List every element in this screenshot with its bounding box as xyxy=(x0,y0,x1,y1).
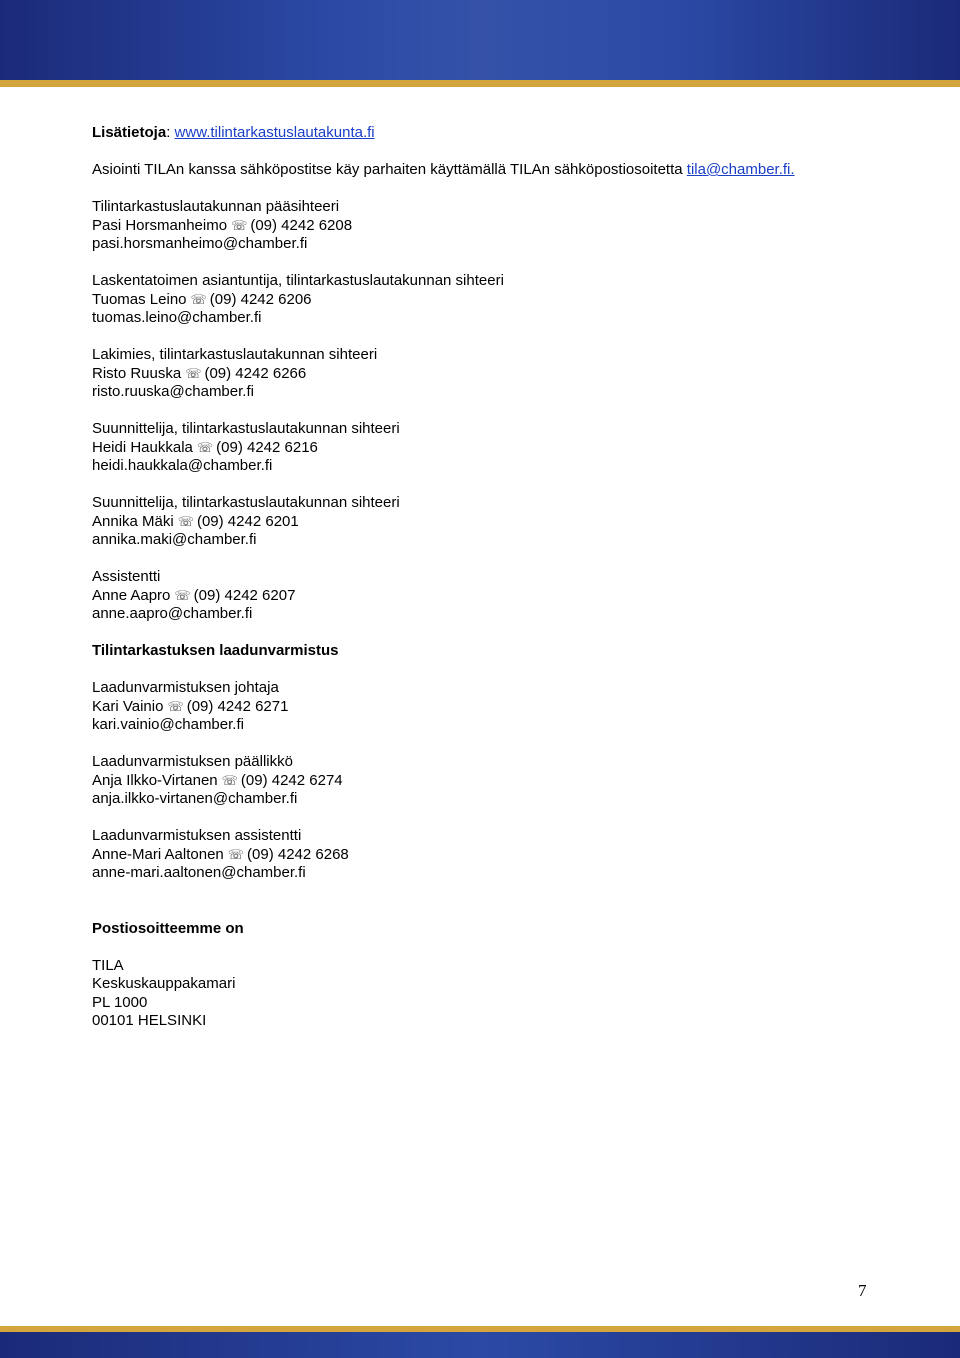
address-line: 00101 HELSINKI xyxy=(92,1012,207,1029)
contact-email[interactable]: anja.ilkko-virtanen@chamber.fi xyxy=(92,790,298,807)
contact-name-phone xyxy=(92,587,892,606)
contact-email[interactable]: heidi.haukkala@chamber.fi xyxy=(92,457,273,474)
phone-icon: ☏ xyxy=(196,439,214,455)
phone-icon: ☏ xyxy=(190,291,207,307)
phone-icon: ☏ xyxy=(227,846,245,862)
contact-role: Lakimies, tilintarkastuslautakunnan sihteeri xyxy=(92,346,378,363)
address-heading: Postiosoitteemme on xyxy=(92,919,244,937)
contact-role: Laadunvarmistuksen assistentti xyxy=(92,827,302,844)
contact-name: Anne Aapro xyxy=(92,586,171,604)
contact-name: Anne-Mari Aaltonen xyxy=(92,845,224,863)
contact-email-link[interactable]: tila@chamber.fi. xyxy=(686,161,795,178)
address-line: Keskuskauppakamari xyxy=(92,975,236,992)
contact-block xyxy=(92,568,892,642)
phone-icon: ☏ xyxy=(167,698,184,714)
address-line: TILA xyxy=(92,956,124,974)
contact-name: Kari Vainio xyxy=(92,697,164,715)
qa-heading: Tilintarkastuksen laadunvarmistus xyxy=(92,642,339,659)
page-number: 7 xyxy=(858,1281,867,1300)
contact-role: Laadunvarmistuksen johtaja xyxy=(92,679,279,696)
contact-email[interactable]: annika.maki@chamber.fi xyxy=(92,531,257,548)
contact-name: Annika Mäki xyxy=(92,512,174,530)
contact-phone: (09) 4242 6206 xyxy=(209,290,312,308)
contact-phone: (09) 4242 6216 xyxy=(216,438,318,456)
address-block xyxy=(92,957,892,1031)
contact-name-phone xyxy=(92,365,892,384)
contact-email[interactable]: tuomas.leino@chamber.fi xyxy=(92,309,262,326)
contact-block xyxy=(92,679,892,753)
contact-role: Laadunvarmistuksen päällikkö xyxy=(92,753,293,770)
contact-name: Tuomas Leino xyxy=(92,290,187,308)
contact-phone: (09) 4242 6201 xyxy=(196,512,299,530)
phone-icon: ☏ xyxy=(185,365,202,381)
contact-name-phone xyxy=(92,698,892,717)
contact-name-phone xyxy=(92,772,892,791)
contact-phone: (09) 4242 6208 xyxy=(250,216,353,234)
phone-icon: ☏ xyxy=(177,513,194,529)
contact-role: Suunnittelija, tilintarkastuslautakunnan sihteeri xyxy=(92,494,400,511)
phone-icon: ☏ xyxy=(221,772,238,788)
contact-phone: (09) 4242 6274 xyxy=(240,771,343,789)
contact-name-phone xyxy=(92,291,892,310)
contact-email[interactable]: pasi.horsmanheimo@chamber.fi xyxy=(92,235,308,252)
contact-block xyxy=(92,420,892,494)
contact-block xyxy=(92,827,892,901)
info-line: Lisätietoja: www.tilintarkastuslautakunta.fi xyxy=(92,124,375,141)
contact-name-phone xyxy=(92,513,892,532)
contact-phone: (09) 4242 6207 xyxy=(193,586,296,604)
contact-name-phone xyxy=(92,217,892,236)
header-band xyxy=(0,0,960,80)
phone-icon: ☏ xyxy=(231,217,248,233)
contact-text: Asiointi TILAn kanssa sähköpostitse käy parhaiten käyttämällä TILAn sähköpostiosoitetta xyxy=(92,161,687,178)
contact-role: Laskentatoimen asiantuntija, tilintarkastuslautakunnan sihteeri xyxy=(92,272,504,289)
contact-role: Suunnittelija, tilintarkastuslautakunnan sihteeri xyxy=(92,420,400,437)
contact-block xyxy=(92,753,892,827)
contact-block xyxy=(92,272,892,346)
contact-name: Heidi Haukkala xyxy=(92,438,193,456)
contact-phone: (09) 4242 6268 xyxy=(247,845,349,863)
contact-name-phone xyxy=(92,846,892,865)
contact-email[interactable]: anne-mari.aaltonen@chamber.fi xyxy=(92,864,306,881)
footer-band xyxy=(0,1332,960,1358)
contact-block xyxy=(92,346,892,420)
contact-phone: (09) 4242 6266 xyxy=(204,364,307,382)
contact-email[interactable]: anne.aapro@chamber.fi xyxy=(92,605,253,622)
board-contacts xyxy=(92,198,892,642)
contact-block xyxy=(92,494,892,568)
info-label: Lisätietoja xyxy=(92,124,167,141)
header-accent-line xyxy=(0,80,960,87)
contact-block xyxy=(92,198,892,272)
phone-icon: ☏ xyxy=(174,587,191,603)
contact-name: Risto Ruuska xyxy=(92,364,182,382)
contact-name: Pasi Horsmanheimo xyxy=(92,216,228,234)
contact-name: Anja Ilkko-Virtanen xyxy=(92,771,218,789)
qa-contacts xyxy=(92,679,892,901)
contact-instructions xyxy=(92,161,892,180)
contact-phone: (09) 4242 6271 xyxy=(186,697,289,715)
contact-email[interactable]: risto.ruuska@chamber.fi xyxy=(92,383,254,400)
contact-role: Assistentti xyxy=(92,568,161,585)
info-website-link[interactable]: www.tilintarkastuslautakunta.fi xyxy=(174,124,375,141)
contact-name-phone xyxy=(92,439,892,458)
contact-role: Tilintarkastuslautakunnan pääsihteeri xyxy=(92,198,340,215)
page-content xyxy=(92,124,892,1031)
address-line: PL 1000 xyxy=(92,993,148,1011)
contact-email[interactable]: kari.vainio@chamber.fi xyxy=(92,716,244,733)
